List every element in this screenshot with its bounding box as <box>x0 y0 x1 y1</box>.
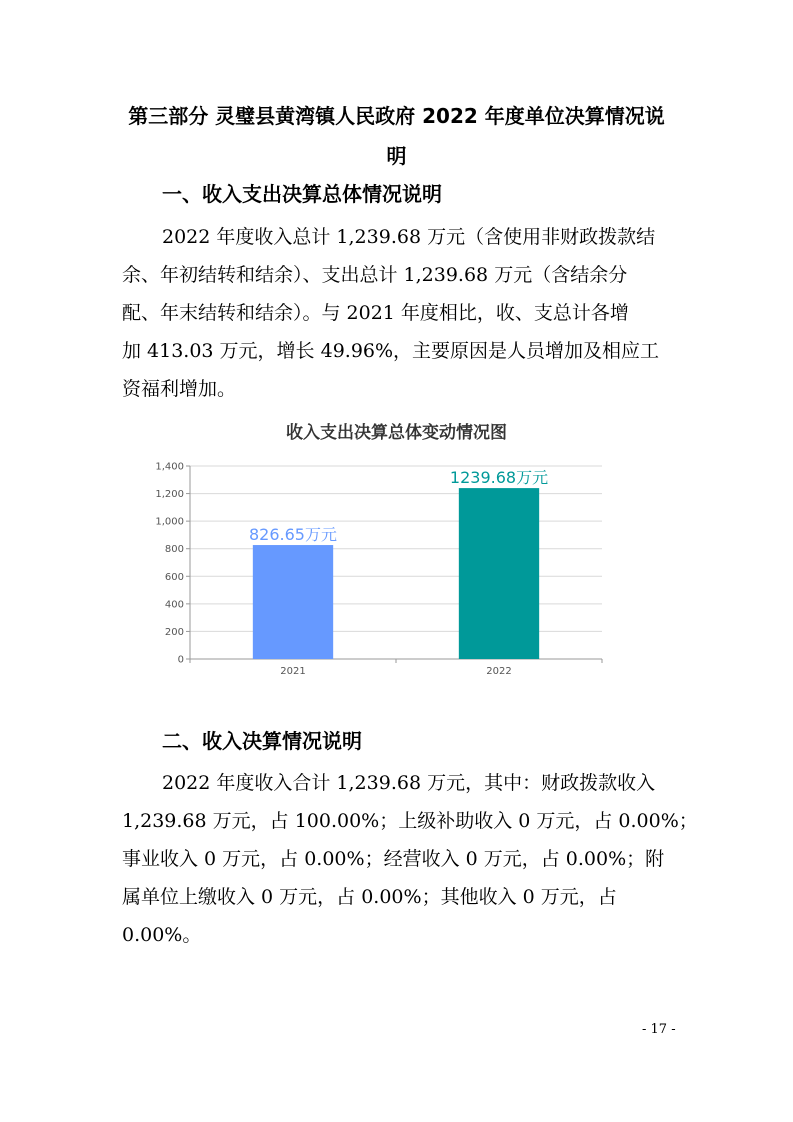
y-tick-label: 1,000 <box>155 516 184 528</box>
y-tick-label: 0 <box>177 654 184 666</box>
section-heading-2: 二、收入决算情况说明 <box>162 729 362 753</box>
document-title-continued: 明 <box>386 144 407 168</box>
y-tick-label: 600 <box>164 571 184 583</box>
chart-title: 收入支出决算总体变动情况图 <box>286 423 507 443</box>
paragraph-line: 配、年末结转和结余）。与 2021 年度相比，收、支总计各增 <box>122 302 629 324</box>
y-tick-label: 1,400 <box>155 461 184 473</box>
paragraph-line: 1,239.68 万元，占 100.00%；上级补助收入 0 万元，占 0.00%； <box>122 810 698 832</box>
paragraph-line: 加 413.03 万元，增长 49.96%，主要原因是人员增加及相应工 <box>122 340 660 362</box>
data-label-2022: 1239.68万元 <box>449 468 549 488</box>
income-expense-bar-chart <box>148 454 618 684</box>
bar-2021 <box>253 545 333 659</box>
x-tick-label: 2021 <box>280 666 306 677</box>
bar-2022 <box>459 488 539 659</box>
paragraph-line: 0.00%。 <box>122 924 202 946</box>
paragraph-line: 2022 年度收入总计 1,239.68 万元（含使用非财政拨款结 <box>162 226 656 248</box>
page-number: - 17 - <box>642 1022 676 1037</box>
y-tick-label: 1,200 <box>155 489 184 501</box>
paragraph-line: 余、年初结转和结余）、支出总计 1,239.68 万元（含结余分 <box>122 264 628 286</box>
y-tick-label: 800 <box>164 544 184 556</box>
paragraph-line: 事业收入 0 万元，占 0.00%；经营收入 0 万元，占 0.00%；附 <box>122 848 665 870</box>
section-heading-1: 一、收入支出决算总体情况说明 <box>162 182 442 206</box>
y-tick-label: 400 <box>164 599 184 611</box>
paragraph-line: 属单位上缴收入 0 万元，占 0.00%；其他收入 0 万元，占 <box>122 886 617 908</box>
document-title: 第三部分 灵璧县黄湾镇人民政府 2022 年度单位决算情况说 <box>128 104 665 128</box>
paragraph-line: 2022 年度收入合计 1,239.68 万元，其中：财政拨款收入 <box>162 772 656 794</box>
x-tick-label: 2022 <box>486 666 512 677</box>
y-tick-label: 200 <box>164 626 184 638</box>
paragraph-line: 资福利增加。 <box>122 378 237 400</box>
data-label-2021: 826.65万元 <box>249 525 337 545</box>
